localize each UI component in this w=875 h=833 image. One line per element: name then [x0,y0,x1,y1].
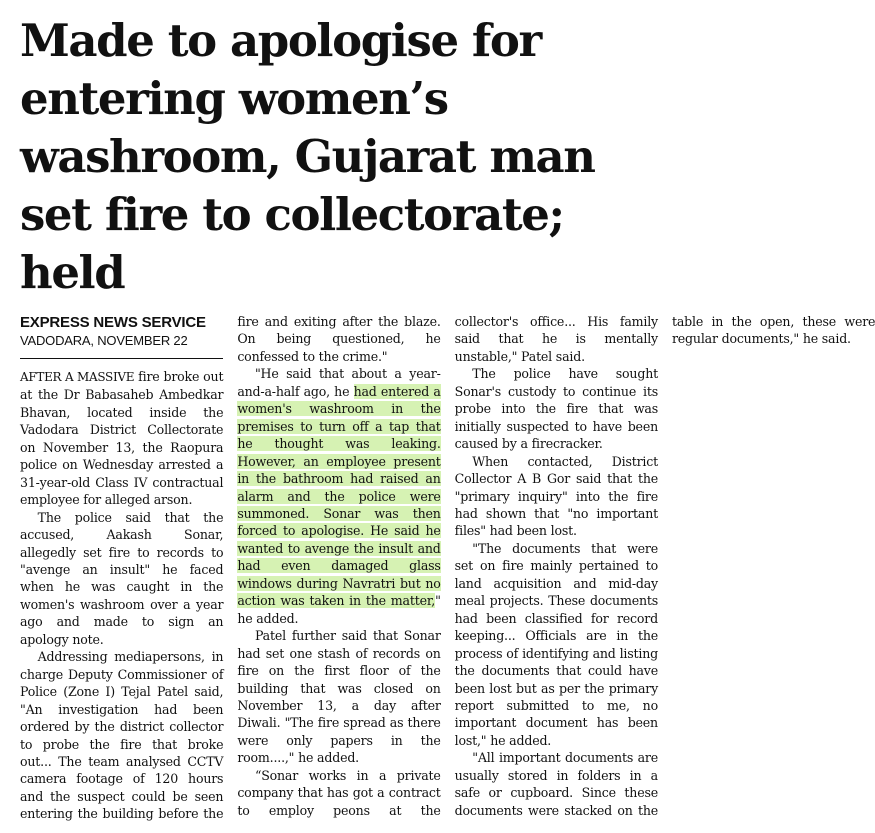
lead-in: AFTER A MASSIVE [20,370,135,384]
byline-divider [20,358,223,359]
article-body [20,313,875,833]
paragraph-8: When contacted, District Collector A B Gor said that the "primary inquiry" into the fire had shown that "no important files" had been lost. [454,453,658,539]
paragraph-2: The police said that the accused, Aakash Sonar, allegedly set fire to records to "avenge an insult" he faced when he was caught in the women's washroom over a year ago and made to sign an apology note. [20,509,224,647]
byline-organization: EXPRESS NEWS SERVICE [20,314,206,331]
article-text [20,313,875,833]
paragraph-4-text-end: " he added. [237,593,441,626]
paragraph-4 [237,365,440,627]
paragraph-1-text: fire broke out at the Dr Babasaheb Ambedkar Bhavan, located inside the Vadodara District Collectorate on November 13, the Raopura police on Wednesday arrested a 31-year-old Class IV contractual employee for alleged arson. [20,369,224,508]
paragraph-6: “Sonar works in a private company that has got a contract to employ peons at the collector's office... His family said that he is mentally unstable," Patel said. [237,314,658,818]
paragraph-1 [20,368,223,509]
headline: Made to apologise for entering women’s washroom, Gujarat man set fire to collectorate; held [20,14,595,299]
byline-dateline: VADODARA, NOVEMBER 22 [20,333,188,348]
paragraph-9: "The documents that were set on fire mainly pertained to land acquisition and mid-day meal projects. These documents had been classified for record keeping... Officials are in the process of identifying and listing the documents that could have been lost but as per the primary report submitted to me, no important document has been lost," he added. [454,540,658,748]
paragraph-3: Addressing mediapersons, in charge Deputy Commissioner of Police (Zone I) Tejal Patel said, "An investigation had been ordered by the district collector to probe the fire that broke out... The team analysed CCTV camera footage of 120 hours and the suspect could be seen entering the building before the fire and exiting after the blaze. On being questioned, he confessed to the crime." [20,314,441,822]
paragraph-5: Patel further said that Sonar had set one stash of records on fire on the first floor of the building that was closed on November 13, a day after Diwali. "The fire spread as there were only papers in the room....," he added. [237,628,441,766]
highlighted-passage: had entered a women's washroom in the premises to turn off a tap that he thought was leaking. However, an employee present in the bathroom had raised an alarm and the police were summoned. Sonar was then forced to apologise. He said he wanted to avenge the insult and had even damaged glass windows during Navratri but no action was taken in the matter, [237,383,441,609]
article-columns [20,313,875,833]
paragraph-10: "All important documents are usually stored in folders in a safe or cupboard. Since these documents were stacked on the table in the open, these were regular documents," he said. [454,314,875,818]
paragraph-4-text-start: "He said that about a year-and-a-half ago, he [237,366,441,399]
paragraph-7: The police have sought Sonar's custody to continue its probe into the fire that was initially suspected to have been caused by a firecracker. [454,366,658,452]
